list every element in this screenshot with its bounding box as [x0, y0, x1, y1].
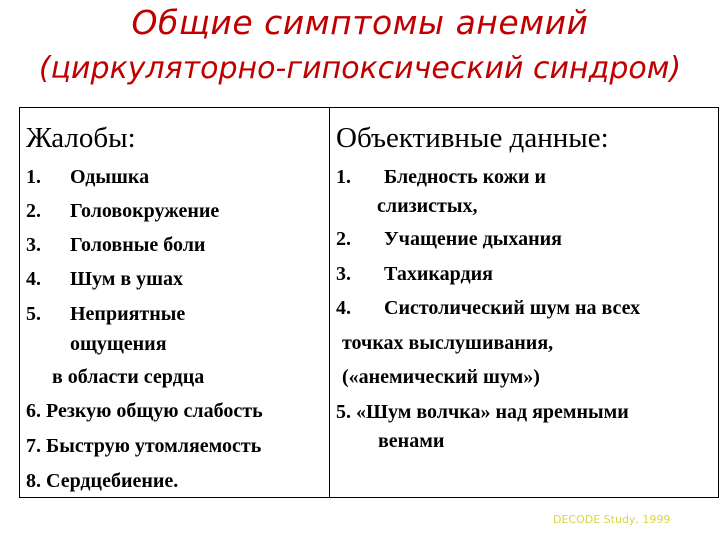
objective-number: 1.	[336, 166, 351, 188]
source-credit: DECODE Study, 1999	[553, 513, 671, 526]
complaint-item-continuation: ощущения	[70, 333, 167, 355]
objective-item: 5. «Шум волчка» над яремными	[336, 401, 629, 423]
complaint-item: Неприятные	[70, 303, 186, 325]
slide-subtitle: (циркуляторно-гипоксический синдром)	[38, 51, 682, 86]
objective-item-continuation: точках выслушивания,	[342, 332, 554, 354]
complaint-item: Одышка	[70, 166, 150, 188]
objective-item-continuation: венами	[378, 430, 445, 452]
objective-item: Бледность кожи и	[384, 166, 547, 188]
complaint-number: 4.	[26, 268, 41, 290]
complaint-item: 6. Резкую общую слабость	[26, 400, 263, 422]
complaint-item-continuation: в области сердца	[52, 366, 205, 388]
objective-item: Тахикардия	[384, 263, 493, 285]
objective-item-continuation: слизистых,	[377, 195, 478, 217]
objective-item: Учащение дыхания	[384, 228, 562, 250]
objective-number: 4.	[336, 297, 351, 319]
slide-title: Общие симптомы анемий	[131, 3, 589, 42]
complaint-number: 2.	[26, 200, 41, 222]
complaints-header: Жалобы:	[26, 122, 136, 154]
complaint-item: Шум в ушах	[70, 268, 184, 290]
objective-number: 3.	[336, 263, 351, 285]
complaint-number: 5.	[26, 303, 41, 325]
complaint-item: Головокружение	[70, 200, 220, 222]
complaint-item: Головные боли	[70, 234, 206, 256]
column-divider	[329, 107, 330, 498]
objective-number: 2.	[336, 228, 351, 250]
objective-item: Систолический шум на всех	[384, 297, 641, 319]
complaint-item: 8. Сердцебиение.	[26, 470, 179, 492]
complaint-item: 7. Быструю утомляемость	[26, 435, 262, 457]
objective-item-continuation: («анемический шум»)	[342, 366, 540, 388]
complaint-number: 3.	[26, 234, 41, 256]
objective-header: Объективные данные:	[336, 122, 609, 154]
complaint-number: 1.	[26, 166, 41, 188]
